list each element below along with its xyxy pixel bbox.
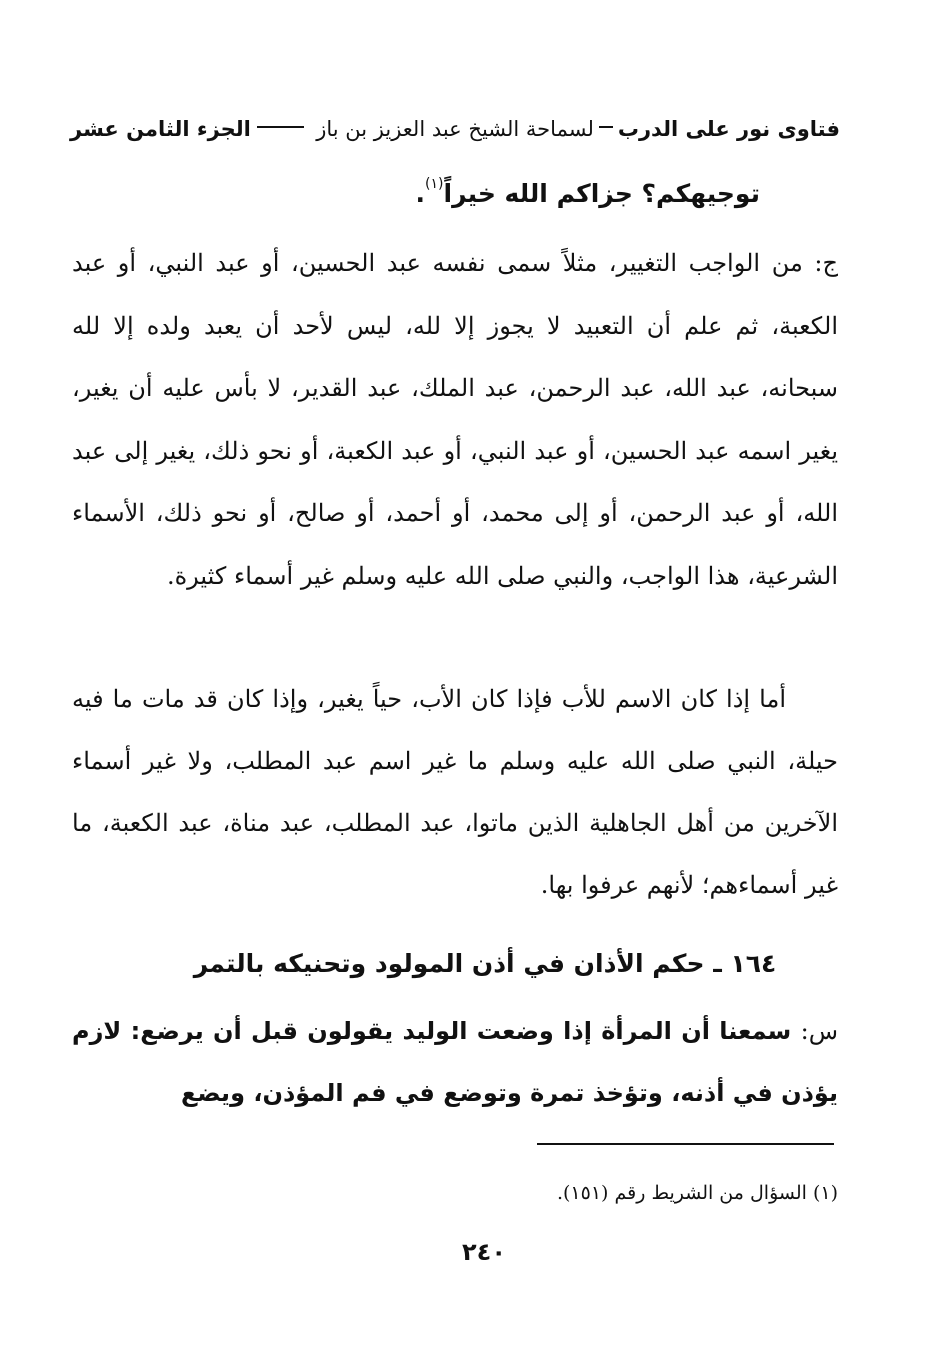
footnote-separator [537, 1143, 834, 1145]
footnote-marker: (١) [425, 176, 444, 192]
question-continuation-text: توجيهكم؟ جزاكم الله خيراً [443, 179, 760, 208]
question-paragraph [72, 1000, 838, 1124]
header-book-title: فتاوى نور على الدرب [617, 117, 840, 141]
footnote: (١) السؤال من الشريط رقم (١٥١). [556, 1182, 838, 1204]
header-author: لسماحة الشيخ عبد العزيز بن باز [316, 117, 594, 141]
second-paragraph-indent [786, 685, 838, 713]
header-dash [599, 126, 613, 128]
question-continuation [72, 158, 838, 220]
section-separator: ـ [713, 949, 722, 978]
question-continuation-punct: . [415, 179, 426, 208]
second-paragraph-text: أما إذا كان الاسم للأب فإذا كان الأب، حياً يغير، وإذا كان قد مات ما فيه حيلة، النبي صلى الله عليه وسلم ما غير اسم عبد المطلب، ولا غير أسماء الآخرين من أهل الجاهلية الذين ماتوا، عبد المطلب، عبد مناة، عبد الكعبة، ما غير أسماءهم؛ لأنهم عرفوا بها. [72, 685, 838, 899]
second-paragraph [72, 668, 838, 916]
section-number: ١٦٤ [730, 949, 777, 978]
header-volume: الجزء الثامن عشر [70, 117, 251, 141]
question-label: س: [800, 1017, 838, 1045]
question-text: سمعنا أن المرأة إذا وضعت الوليد يقولون قبل أن يرضع: لازم يؤذن في أذنه، وتؤخذ تمرة وتوضع في فم المؤذن، ويضع [72, 1017, 838, 1107]
answer-paragraph: ج: من الواجب التغيير، مثلاً سمى نفسه عبد الحسين، أو عبد النبي، أو عبد الكعبة، ثم علم أن التعبيد لا يجوز إلا لله، ليس لأحد أن يعبد ولده إلا لله سبحانه، عبد الله، عبد الرحمن، عبد الملك، عبد القدير، لا بأس عليه أن يغير، يغير اسمه عبد الحسين، أو عبد النبي، أو عبد الكعبة، أو نحو ذلك، يغير إلى عبد الله، أو عبد الرحمن، أو إلى محمد، أو أحمد، أو صالح، أو نحو ذلك، الأسماء الشرعية، هذا الواجب، والنبي صلى الله عليه وسلم غير أسماء كثيرة. [72, 249, 839, 590]
page-number: ٢٤٠ [462, 1238, 506, 1266]
section-title-text: حكم الأذان في أذن المولود وتحنيكه بالتمر [193, 949, 705, 978]
header-rule [257, 126, 304, 128]
section-heading [72, 938, 838, 990]
running-header [70, 112, 840, 146]
